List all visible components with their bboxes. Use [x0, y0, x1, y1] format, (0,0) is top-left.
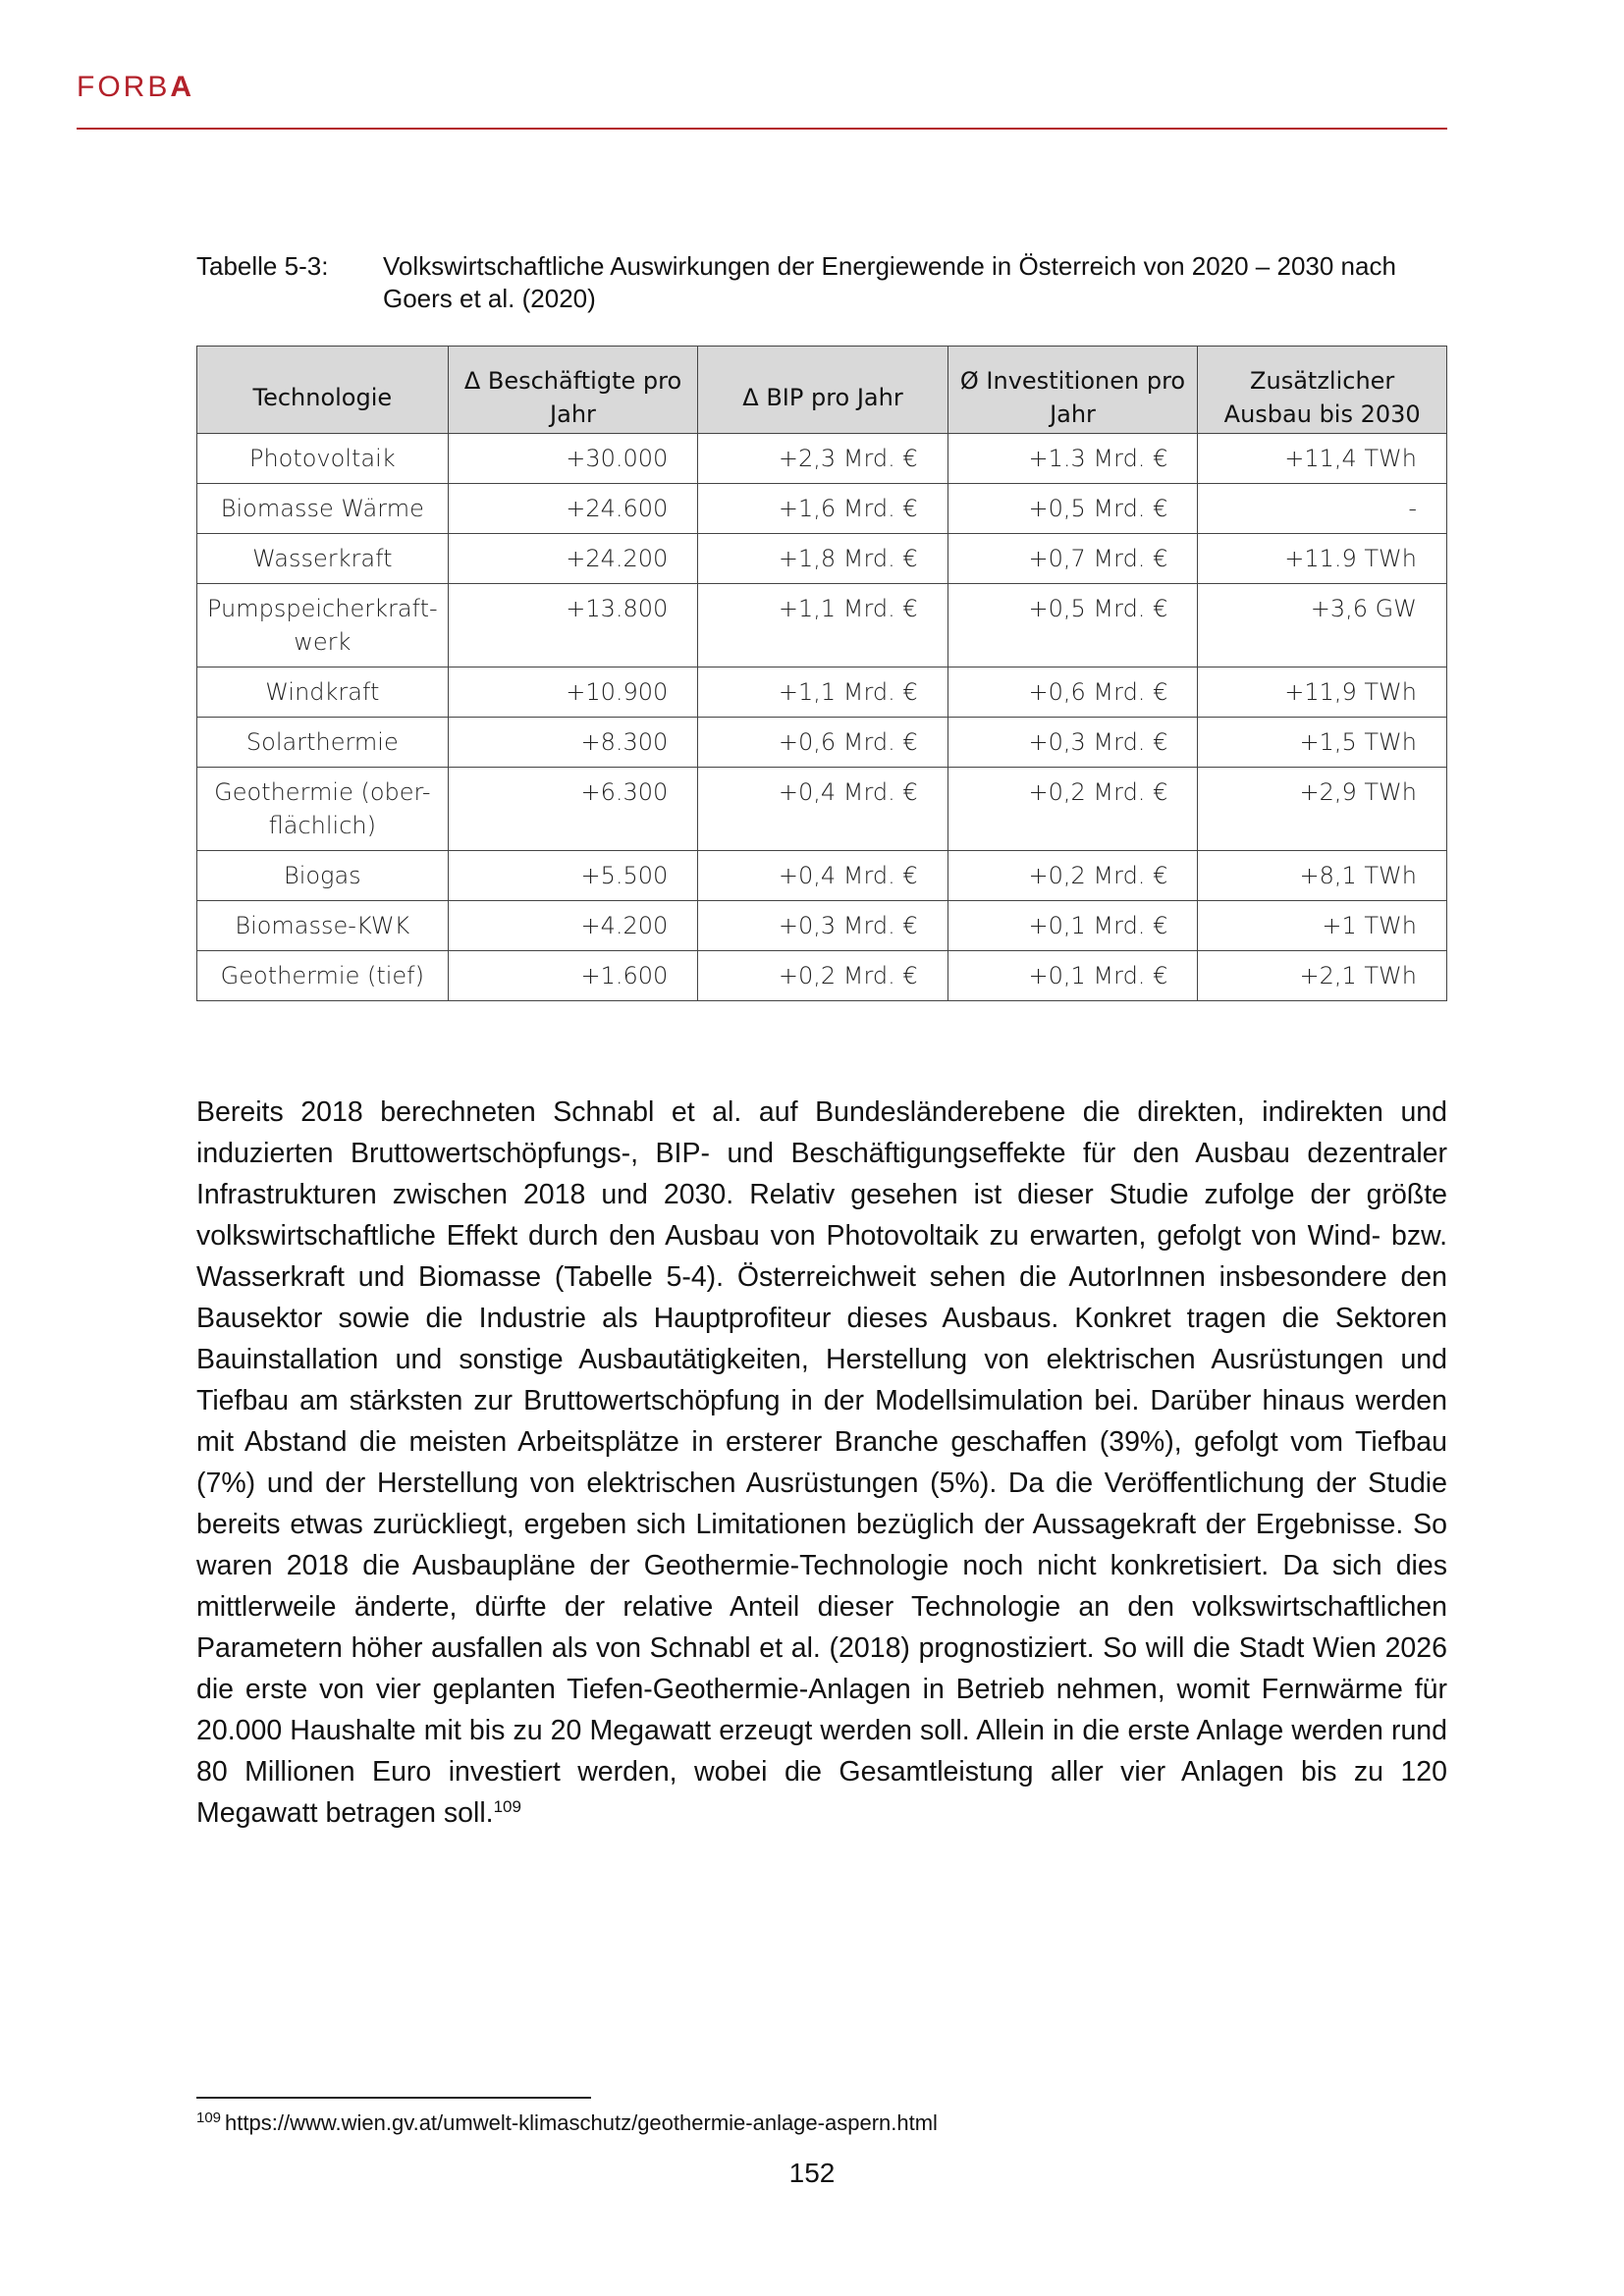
- forba-logo: [77, 71, 194, 104]
- cell-employment: +24.600: [448, 484, 698, 534]
- cell-employment: +1.600: [448, 951, 698, 1001]
- table-row: [197, 484, 1447, 534]
- cell-employment: +8.300: [448, 718, 698, 768]
- cell-investment: +0,5 Mrd. €: [947, 484, 1198, 534]
- cell-gdp: +1,1 Mrd. €: [698, 584, 947, 667]
- cell-employment: +6.300: [448, 768, 698, 851]
- caption-label: Tabelle 5-3:: [196, 251, 329, 281]
- table-body: [197, 434, 1447, 1001]
- cell-expansion: +3,6 GW: [1198, 584, 1447, 667]
- cell-expansion: +11,4 TWh: [1198, 434, 1447, 484]
- cell-expansion: +1,5 TWh: [1198, 718, 1447, 768]
- cell-employment: +10.900: [448, 667, 698, 718]
- footnote-reference[interactable]: 109: [493, 1797, 521, 1816]
- body-text: Bereits 2018 berechneten Schnabl et al. auf Bundesländerebene die direkten, indirekten und induzierten Bruttowertschöpfungs-, BIP- und Beschäftigungseffekte für den Ausbau dezentraler Infrastrukturen zwischen 2018 und 2030. Relativ gesehen ist dieser Studie zufolge der größte volkswirtschaftliche Effekt durch den Ausbau von Photovoltaik zu erwarten, gefolgt von Wind- bzw. Wasserkraft und Biomasse (Tabelle 5-4). Österreichweit sehen die AutorInnen insbesondere den Bausektor sowie die Industrie als Hauptprofiteur dieses Ausbaus. Konkret tragen die Sektoren Bauinstallation und sonstige Ausbautätigkeiten, Herstellung von elektrischen Ausrüstungen und Tiefbau am stärksten zur Bruttowertschöpfung in der Modellsimulation bei. Darüber hinaus werden mit Abstand die meisten Arbeitsplätze in ersterer Branche geschaffen (39%), gefolgt vom Tiefbau (7%) und der Herstellung von elektrischen Ausrüstungen (5%). Da die Veröffentlichung der Studie bereits etwas zurückliegt, ergeben sich Limitationen bezüglich der Aussagekraft der Ergebnisse. So waren 2018 die Ausbaupläne der Geothermie-Technologie noch nicht konkretisiert. Da sich dies mittlerweile änderte, dürfte der relative Anteil dieser Technologie an den volkswirtschaftlichen Parametern höher ausfallen als von Schnabl et al. (2018) prognostiziert. So will die Stadt Wien 2026 die erste von vier geplanten Tiefen-Geothermie-Anlagen in Betrieb nehmen, womit Fernwärme für 20.000 Haushalte mit bis zu 20 Megawatt erzeugt werden soll. Allein in die erste Anlage werden rund 80 Millionen Euro investiert werden, wobei die Gesamtleistung aller vier Anlagen bis zu 120 Megawatt betragen soll.: [196, 1096, 1447, 1829]
- table-header-row: [197, 347, 1447, 434]
- footnote-link[interactable]: https://www.wien.gv.at/umwelt-klimaschutz/geothermie-anlage-aspern.html: [225, 2110, 938, 2135]
- cell-employment: +24.200: [448, 534, 698, 584]
- cell-investment: +0,5 Mrd. €: [947, 584, 1198, 667]
- body-paragraph: [196, 1092, 1447, 1834]
- cell-investment: +0,2 Mrd. €: [947, 851, 1198, 901]
- cell-employment: +4.200: [448, 901, 698, 951]
- logo-prefix: FORB: [77, 71, 171, 103]
- cell-gdp: +0,4 Mrd. €: [698, 768, 947, 851]
- table-row: [197, 667, 1447, 718]
- table-row: [197, 584, 1447, 667]
- table-row: [197, 718, 1447, 768]
- header-investment: Ø Investitionen pro Jahr: [947, 347, 1198, 434]
- caption-title: Volkswirtschaftliche Auswirkungen der Energiewende in Österreich von 2020 – 2030 nach Goers et al. (2020): [383, 251, 1396, 313]
- header-expansion: Zusätzlicher Ausbau bis 2030: [1198, 347, 1447, 434]
- cell-investment: +0,7 Mrd. €: [947, 534, 1198, 584]
- table-row: [197, 534, 1447, 584]
- footnote-number: 109: [196, 2109, 222, 2126]
- cell-gdp: +1,1 Mrd. €: [698, 667, 947, 718]
- cell-gdp: +0,6 Mrd. €: [698, 718, 947, 768]
- cell-gdp: +0,4 Mrd. €: [698, 851, 947, 901]
- page-number: 152: [788, 2158, 836, 2188]
- header-gdp: Δ BIP pro Jahr: [698, 347, 947, 434]
- cell-expansion: +1 TWh: [1198, 901, 1447, 951]
- header-technology: Technologie: [197, 347, 449, 434]
- cell-investment: +0,2 Mrd. €: [947, 768, 1198, 851]
- table-row: [197, 851, 1447, 901]
- cell-investment: +1.3 Mrd. €: [947, 434, 1198, 484]
- cell-technology: Biogas: [197, 851, 449, 901]
- cell-gdp: +0,3 Mrd. €: [698, 901, 947, 951]
- economic-impact-table: [196, 346, 1447, 1001]
- cell-technology: Solarthermie: [197, 718, 449, 768]
- cell-gdp: +2,3 Mrd. €: [698, 434, 947, 484]
- cell-expansion: +2,1 TWh: [1198, 951, 1447, 1001]
- table-row: [197, 434, 1447, 484]
- cell-expansion: +8,1 TWh: [1198, 851, 1447, 901]
- cell-technology: Biomasse-KWK: [197, 901, 449, 951]
- footnote: [196, 2110, 938, 2136]
- table-row: [197, 768, 1447, 851]
- cell-gdp: +1,6 Mrd. €: [698, 484, 947, 534]
- header-employment: Δ Beschäftigte pro Jahr: [448, 347, 698, 434]
- cell-investment: +0,1 Mrd. €: [947, 951, 1198, 1001]
- cell-expansion: +11,9 TWh: [1198, 667, 1447, 718]
- table-caption: [196, 250, 1434, 315]
- cell-technology: Wasserkraft: [197, 534, 449, 584]
- cell-technology: Pumpspeicherkraft-werk: [197, 584, 449, 667]
- cell-gdp: +1,8 Mrd. €: [698, 534, 947, 584]
- cell-employment: +5.500: [448, 851, 698, 901]
- header-rule: [77, 128, 1447, 130]
- cell-investment: +0,3 Mrd. €: [947, 718, 1198, 768]
- cell-technology: Windkraft: [197, 667, 449, 718]
- cell-expansion: -: [1198, 484, 1447, 534]
- cell-employment: +13.800: [448, 584, 698, 667]
- cell-investment: +0,1 Mrd. €: [947, 901, 1198, 951]
- cell-technology: Geothermie (tief): [197, 951, 449, 1001]
- cell-expansion: +2,9 TWh: [1198, 768, 1447, 851]
- cell-expansion: +11.9 TWh: [1198, 534, 1447, 584]
- cell-technology: Photovoltaik: [197, 434, 449, 484]
- table-row: [197, 901, 1447, 951]
- cell-employment: +30.000: [448, 434, 698, 484]
- cell-investment: +0,6 Mrd. €: [947, 667, 1198, 718]
- cell-technology: Biomasse Wärme: [197, 484, 449, 534]
- table-row: [197, 951, 1447, 1001]
- cell-technology: Geothermie (ober-flächlich): [197, 768, 449, 851]
- cell-gdp: +0,2 Mrd. €: [698, 951, 947, 1001]
- footnote-rule: [196, 2097, 591, 2099]
- logo-suffix: A: [170, 71, 195, 103]
